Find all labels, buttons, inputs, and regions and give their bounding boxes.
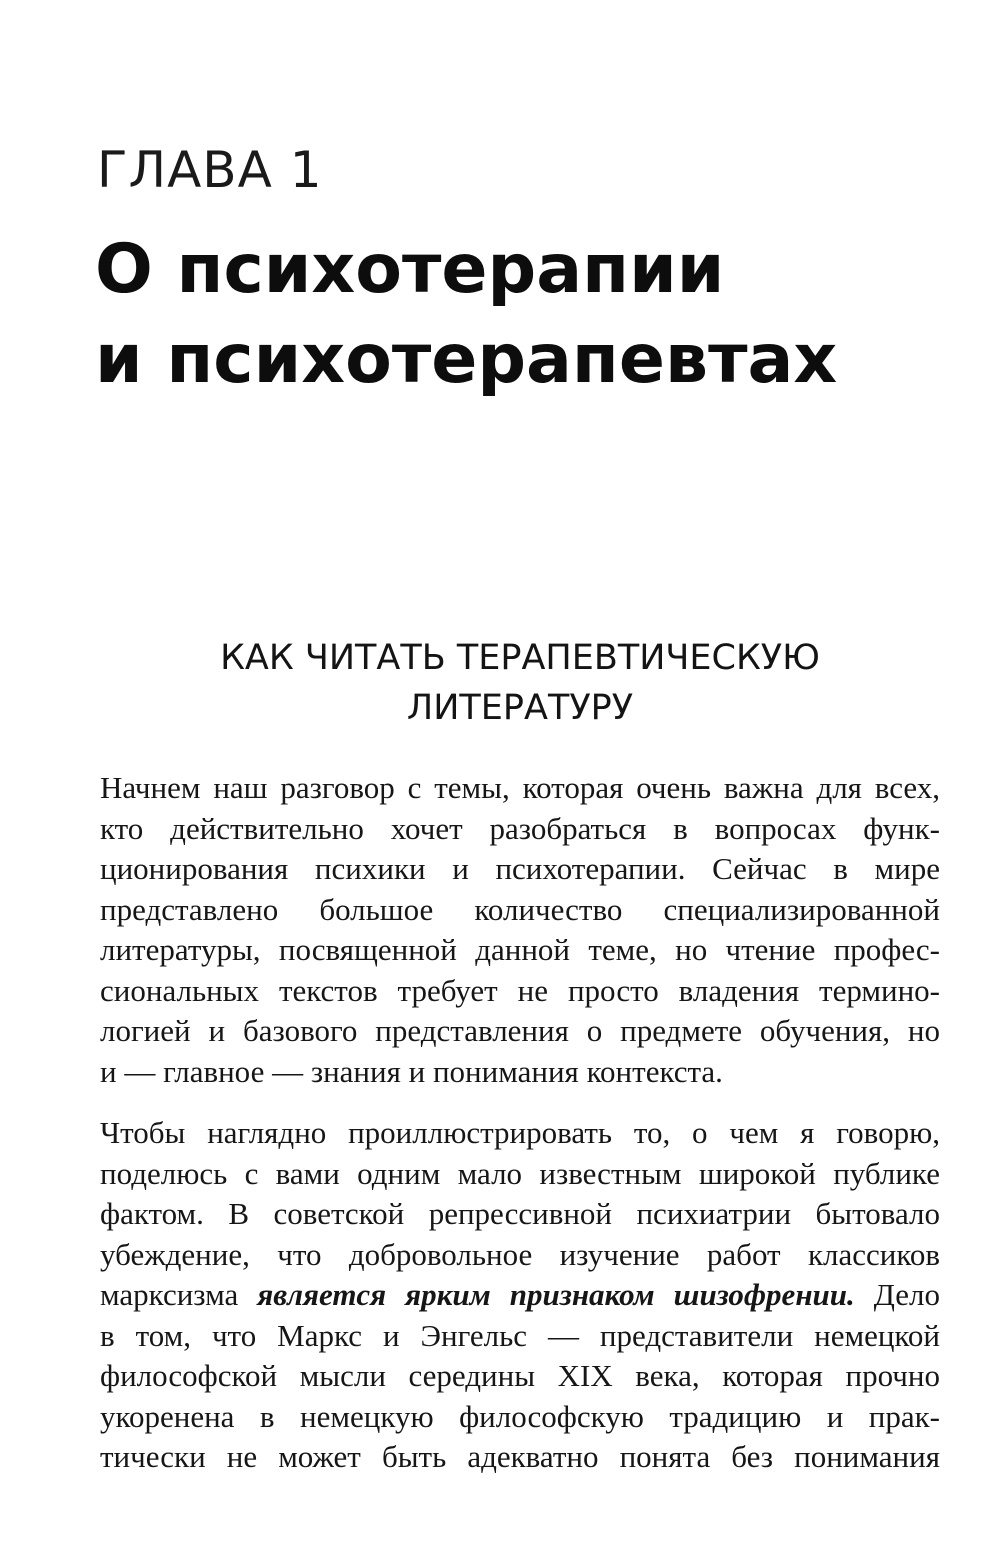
text-line: поделюсь с вами одним мало известным широкой публике [100,1155,940,1191]
chapter-title-line: О психотерапии [95,230,725,309]
text-line: укоренена в немецкую философскую традицию и прак- [100,1398,940,1434]
text-line: убеждение, что добровольное изучение работ классиков [100,1236,940,1272]
text-line: представлено большое количество специализированной [100,891,940,927]
text-line: сиональных текстов требует не просто владения термино- [100,972,940,1008]
chapter-label: ГЛАВА 1 [97,141,323,199]
paragraph-intro [100,768,940,1092]
text-line: логией и базового представления о предмете обучения, но [100,1013,940,1048]
chapter-title [95,225,975,405]
paragraph-marxism [100,1113,940,1478]
text-line-with-emphasis [100,1275,940,1316]
text-line: и — главное — знания и понимания контекста. [100,1053,723,1089]
section-heading [100,633,940,733]
text-line: Чтобы наглядно проиллюстрировать то, о чем я говорю, [100,1115,940,1150]
chapter-title-line: и психотерапевтах [95,320,838,399]
text-fragment: Дело [854,1277,940,1312]
text-line: Начнем наш разговор с темы, которая очень важна для всех, [100,770,940,805]
text-line: фактом. В советской репрессивной психиатрии бытовало [100,1196,940,1231]
section-heading-line: КАК ЧИТАТЬ ТЕРАПЕВТИЧЕСКУЮ [220,638,820,678]
text-line: ционирования психики и психотерапии. Сейчас в мире [100,851,940,886]
text-line: кто действительно хочет разобраться в вопросах функ- [100,810,940,846]
text-line: в том, что Маркс и Энгельс — представители немецкой [100,1317,940,1353]
emphasized-text: является ярким признаком шизофрении. [257,1277,855,1312]
text-line: литературы, посвященной данной теме, но чтение профес- [100,932,940,967]
text-line: философской мысли середины XIX века, которая прочно [100,1358,940,1393]
text-line: тически не может быть адекватно понята без понимания [100,1439,940,1474]
text-fragment: марксизма [100,1277,258,1312]
section-heading-line: ЛИТЕРАТУРУ [406,688,634,728]
